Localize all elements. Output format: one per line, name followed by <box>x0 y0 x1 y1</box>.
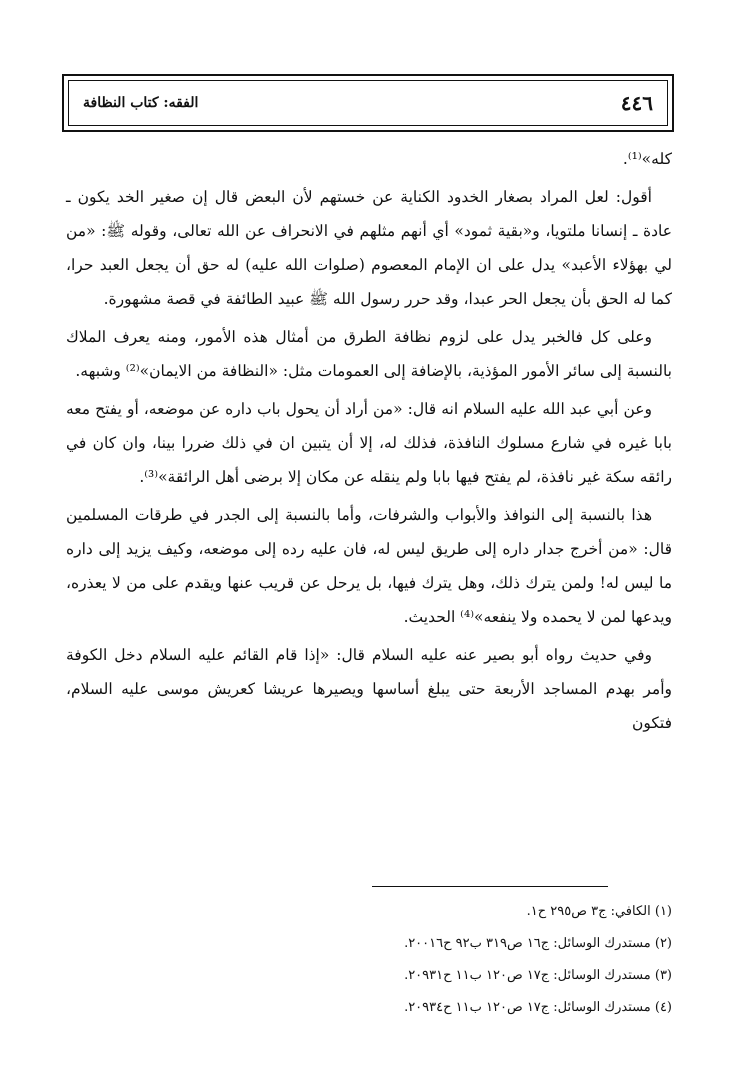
running-title: الفقه: كتاب النظافة <box>83 95 199 111</box>
paragraph: وفي حديث رواه أبو بصير عنه عليه السلام قال: «إذا قام القائم عليه السلام دخل الكوفة وأمر بهدم المساجد الأربعة حتى يبلغ أساسها ويصيرها عريشا كعريش موسى عليه السلام، فتكون <box>66 646 672 732</box>
footnote: (٢) مستدرك الوسائل: ج١٦ ص٣١٩ ب٩٢ ح٢٠٠١٦. <box>404 936 672 951</box>
footnotes <box>66 896 672 1024</box>
paragraph: أقول: لعل المراد بصغار الخدود الكناية عن خستهم لأن البعض قال إن صغير الخد يكون ـ عادة ـ إنسانا ملتويا، و«بقية ثمود» أي أنهم مثلهم في الانحراف عن الله تعالى، وقوله ﷺ: «من لي بهؤلاء الأعبد» يدل على ان الإمام المعصوم (صلوات الله عليه) له حق أن يجعل العبد حرا، كما له الحق بأن يجعل الحر عبدا، وقد حرر رسول الله ﷺ عبيد الطائفة في قصة مشهورة. <box>66 188 672 308</box>
paragraph: هذا بالنسبة إلى النوافذ والأبواب والشرفات، وأما بالنسبة إلى الجدر في طرقات المسلمين قال: «من أخرج جدار داره إلى طريق ليس له، فان عليه رده إلى موضعه، وكيف يزيد إلى داره ما ليس له! ولمن يترك ذلك، وهل يترك فيها، بل يرحل عن قريب عنها ويقدم على من لا يعذره، ويدعها لمن لا يحمده ولا ينفعه»⁽⁴⁾ الحديث. <box>66 506 672 626</box>
page-header-inner <box>68 80 668 126</box>
footnote: (١) الكافي: ج٣ ص٢٩٥ ح١. <box>526 904 672 919</box>
paragraph: وعلى كل فالخبر يدل على لزوم نظافة الطرق من أمثال هذه الأمور، ومنه يعرف الملاك بالنسبة إلى سائر الأمور المؤذية، بالإضافة إلى العمومات مثل: «النظافة من الايمان»⁽²⁾ وشبهه. <box>66 328 672 380</box>
paragraph: كله»⁽¹⁾. <box>622 150 672 168</box>
paragraph: وعن أبي عبد الله عليه السلام انه قال: «من أراد أن يحول باب داره عن موضعه، أو يفتح معه بابا غيره في شارع مسلوك النافذة، فذلك له، إلا أن يتبين ان في ذلك ضررا بينا، وان كان في رائقه سكة غير نافذة، لم يفتح فيها بابا ولم ينقله عن مكان إلا برضى أهل الرائقة»⁽³⁾. <box>66 400 672 486</box>
footnote: (٤) مستدرك الوسائل: ج١٧ ص١٢٠ ب١١ ح٢٠٩٣٤. <box>404 1000 672 1015</box>
main-text <box>66 142 672 744</box>
page-header <box>62 74 674 132</box>
page-number: ٤٤٦ <box>620 91 653 115</box>
footnote: (٣) مستدرك الوسائل: ج١٧ ص١٢٠ ب١١ ح٢٠٩٣١. <box>404 968 672 983</box>
footnote-divider <box>372 886 608 887</box>
